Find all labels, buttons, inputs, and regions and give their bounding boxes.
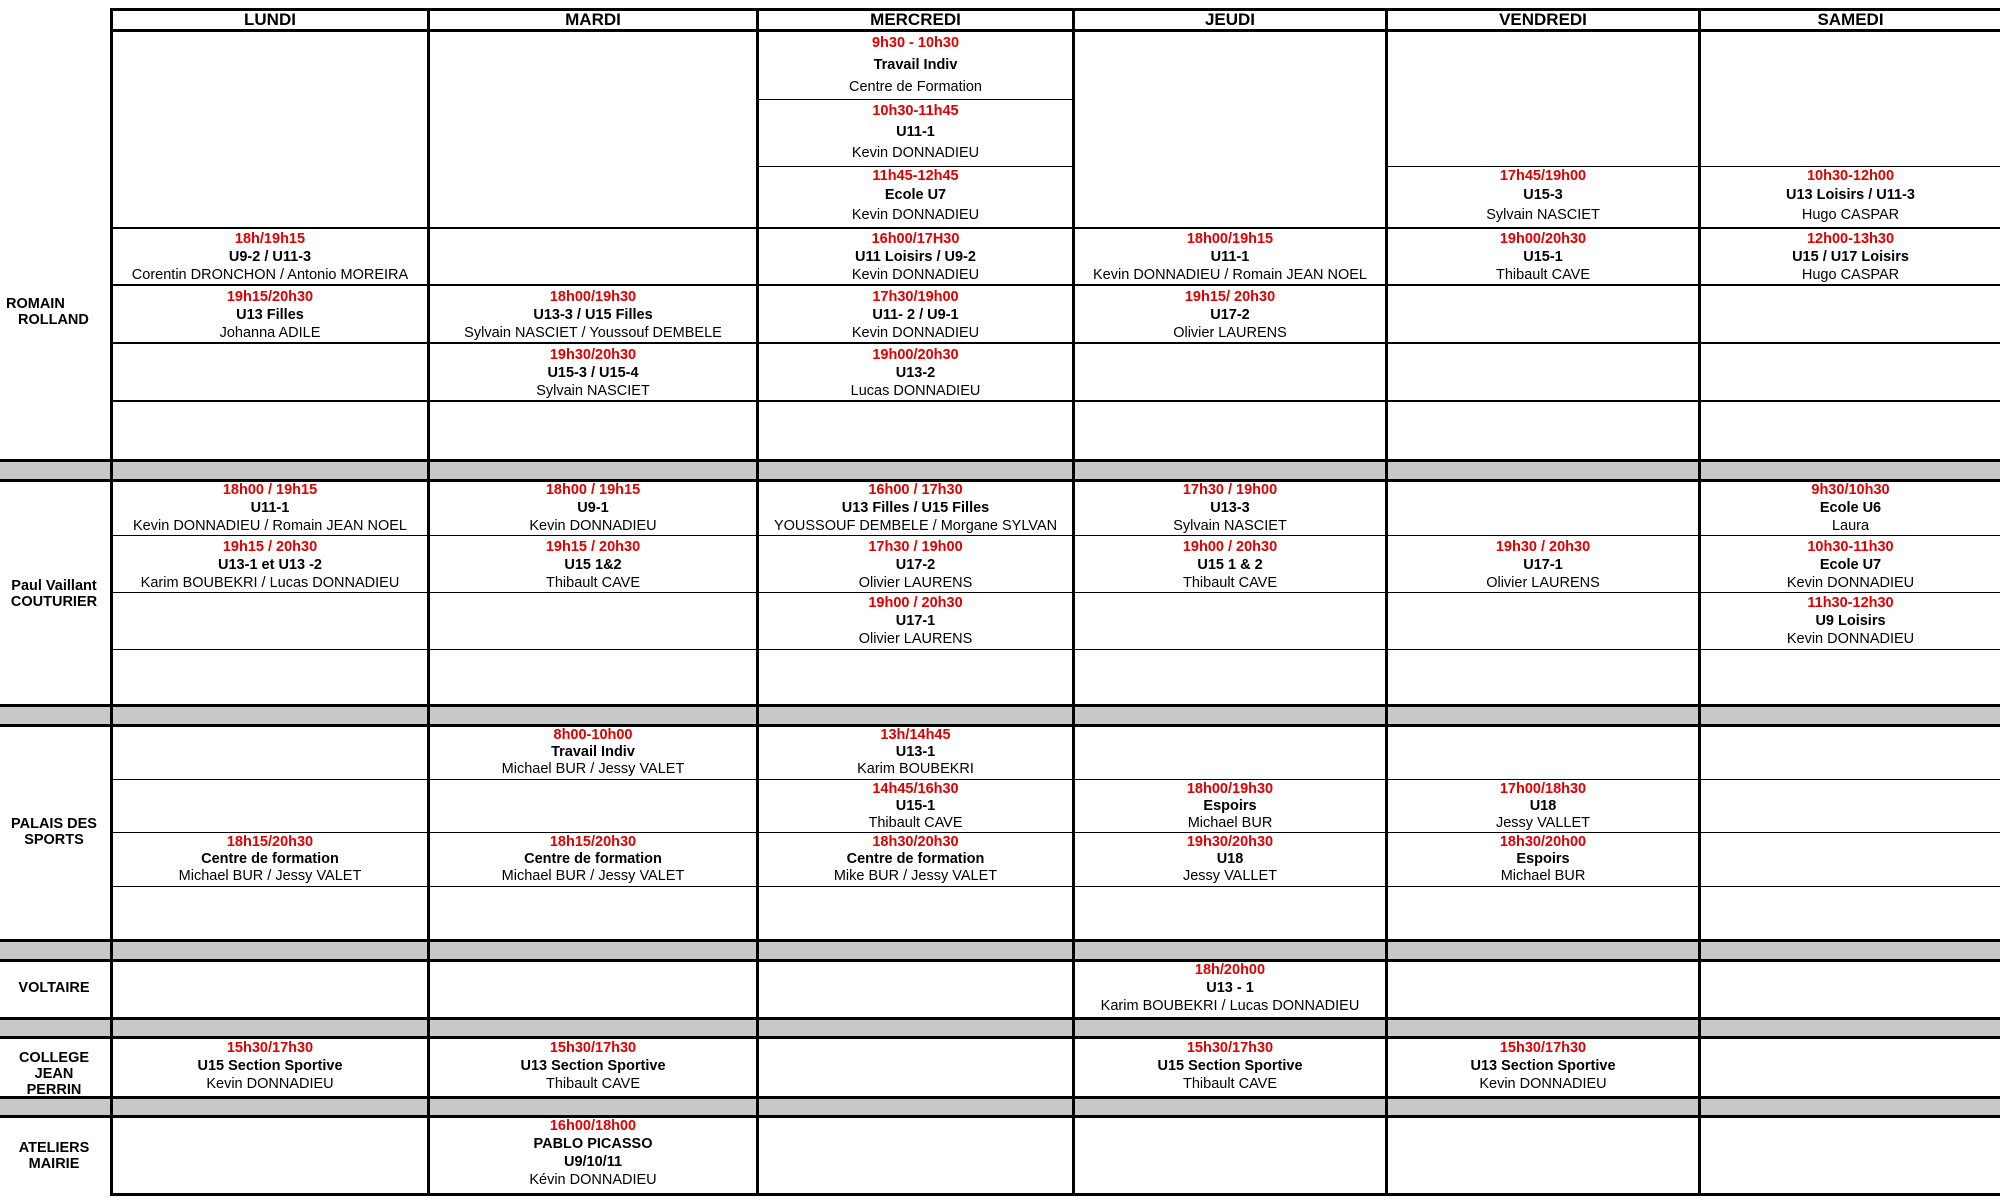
slot-coach: Karim BOUBEKRI [857, 761, 974, 777]
slot-coach: Kevin DONNADIEU / Romain JEAN NOEL [133, 518, 407, 534]
grid-line [110, 284, 2000, 286]
schedule-slot [759, 539, 1072, 592]
slot-time: 19h30/20h30 [549, 347, 637, 363]
slot-coach: Kevin DONNADIEU [1786, 575, 1915, 591]
schedule-slot [430, 289, 756, 342]
venue-voltaire: VOLTAIRE [18, 980, 90, 996]
slot-coach: Michael BUR [1187, 815, 1273, 831]
slot-group: U15-3 [1523, 187, 1563, 203]
slot-group: U13-1 et U13 -2 [218, 557, 322, 573]
slot-time: 17h30 / 19h00 [868, 539, 963, 555]
schedule-slot [430, 539, 756, 592]
slot-coach: Hugo CASPAR [1801, 207, 1900, 223]
slot-time: 18h00/19h30 [549, 289, 637, 305]
grid-line [1386, 166, 2000, 167]
schedule-slot [430, 482, 756, 535]
slot-time: 8h00-10h00 [553, 727, 633, 743]
schedule-slot [759, 103, 1072, 162]
slot-group: U11-1 [896, 124, 935, 140]
schedule-slot [1701, 168, 2000, 224]
slot-time: 15h30/17h30 [1499, 1040, 1587, 1056]
grid-line [110, 1193, 2000, 1196]
slot-coach: Kévin DONNADIEU [529, 1172, 657, 1188]
slot-time: 15h30/17h30 [549, 1040, 637, 1056]
day-header-mardi: MARDI [565, 10, 621, 29]
slot-group: U15-1 [1523, 249, 1563, 265]
slot-coach: Kevin DONNADIEU [851, 325, 980, 341]
slot-time: 18h00 / 19h15 [222, 482, 318, 498]
slot-coach: Thibault CAVE [545, 1076, 641, 1092]
schedule-slot [759, 231, 1072, 284]
slot-time: 9h30 - 10h30 [871, 35, 960, 51]
slot-time: 18h/20h00 [1194, 962, 1266, 978]
grid-line [110, 886, 2000, 887]
venue-label: ROLLAND [18, 312, 89, 328]
venue-label: SPORTS [24, 832, 84, 848]
schedule-slot [1388, 231, 1698, 284]
schedule-slot [113, 539, 427, 592]
slot-time: 12h00-13h30 [1806, 231, 1895, 247]
slot-coach: Thibault CAVE [868, 815, 963, 831]
schedule-slot [430, 347, 756, 400]
schedule-slot [1388, 781, 1698, 832]
schedule-slot [430, 834, 756, 885]
slot-time: 19h15/20h30 [226, 289, 314, 305]
slot-coach: Thibault CAVE [545, 575, 641, 591]
grid-line [757, 99, 1073, 100]
slot-time: 15h30/17h30 [226, 1040, 314, 1056]
venue-label: ROMAIN [6, 296, 65, 312]
schedule-slot [759, 727, 1072, 778]
slot-time: 19h00/20h30 [872, 347, 959, 363]
slot-time: 19h30 / 20h30 [1495, 539, 1591, 555]
slot-group: U13-1 [895, 744, 936, 760]
slot-coach: Olivier LAURENS [858, 631, 973, 647]
slot-coach: Karim BOUBEKRI / Lucas DONNADIEU [140, 575, 400, 591]
slot-time: 16h00/18h00 [549, 1118, 637, 1134]
slot-time: 11h30-12h30 [1807, 595, 1894, 611]
schedule-slot [1075, 482, 1385, 535]
slot-coach: Centre de Formation [849, 79, 982, 95]
slot-time: 18h00/19h15 [1186, 231, 1274, 247]
grid-line [0, 704, 2000, 707]
schedule-slot [1075, 1040, 1385, 1093]
schedule-slot [1701, 231, 2000, 284]
slot-time: 16h00/17H30 [871, 231, 960, 247]
venue-label: COUTURIER [10, 594, 98, 610]
slot-coach: Sylvain NASCIET [1173, 518, 1287, 534]
schedule-slot [759, 834, 1072, 885]
slot-group: Centre de formation [201, 851, 339, 867]
slot-coach: Sylvain NASCIET / Youssouf DEMBELE [464, 325, 722, 341]
slot-group: U13 Section Sportive [1470, 1058, 1616, 1074]
grid-line [0, 1017, 2000, 1020]
slot-coach: Thibault CAVE [1182, 575, 1278, 591]
slot-time: 18h30/20h00 [1499, 834, 1587, 850]
slot-group: Espoirs [1516, 851, 1570, 867]
slot-time: 19h15/ 20h30 [1184, 289, 1276, 305]
schedule-slot [1388, 1040, 1698, 1093]
slot-coach: Jessy VALLET [1182, 868, 1278, 884]
slot-time: 10h30-11h30 [1807, 539, 1894, 555]
schedule-slot [113, 834, 427, 885]
slot-group: Travail Indiv [873, 57, 958, 73]
grid-line [0, 459, 2000, 462]
grid-line [757, 166, 1073, 167]
venue-label: MAIRIE [28, 1156, 80, 1172]
slot-group: Centre de formation [524, 851, 662, 867]
slot-coach: Lucas DONNADIEU [850, 383, 981, 399]
slot-coach: Karim BOUBEKRI / Lucas DONNADIEU [1100, 998, 1360, 1014]
schedule-slot [759, 347, 1072, 400]
slot-time: 19h00/20h30 [1499, 231, 1587, 247]
slot-time: 17h45/19h00 [1499, 168, 1587, 184]
slot-coach: Kevin DONNADIEU [1479, 1076, 1607, 1092]
slot-coach: Johanna ADILE [219, 325, 321, 341]
slot-group: U11 Loisirs / U9-2 [855, 249, 976, 265]
venue-label: PERRIN [26, 1082, 82, 1098]
schedule-slot [1701, 482, 2000, 535]
slot-group: Travail Indiv [551, 744, 635, 760]
grid-line [110, 535, 2000, 536]
slot-coach: Olivier LAURENS [858, 575, 973, 591]
slot-time: 16h00 / 17h30 [868, 482, 963, 498]
venue-paul-vaillant [0, 578, 108, 610]
slot-group: U13 Filles / U15 Filles [841, 500, 990, 516]
slot-coach: Michael BUR / Jessy VALET [178, 868, 362, 884]
grid-line [110, 779, 2000, 780]
slot-coach: Michael BUR / Jessy VALET [501, 761, 685, 777]
slot-time: 17h30/19h00 [872, 289, 959, 305]
slot-coach: Jessy VALLET [1495, 815, 1591, 831]
slot-group: U11- 2 / U9-1 [872, 307, 959, 323]
schedule-slot [759, 482, 1072, 535]
schedule-slot [113, 231, 427, 284]
schedule-slot [1075, 962, 1385, 1015]
schedule-slot [1075, 834, 1385, 885]
venue-label: Paul Vaillant [11, 578, 97, 594]
slot-group: U15 / U17 Loisirs [1792, 249, 1909, 265]
slot-time: 19h00 / 20h30 [868, 595, 963, 611]
slot-time: 15h30/17h30 [1186, 1040, 1274, 1056]
slot-group: PABLO PICASSO [533, 1136, 653, 1152]
grid-line [0, 1115, 2000, 1118]
slot-group: U13-3 / U15 Filles [533, 307, 653, 323]
slot-group: U15 1&2 [564, 557, 622, 573]
venue-romain-rolland [0, 296, 108, 328]
grid-line [110, 832, 2000, 833]
schedule-slot [759, 781, 1072, 832]
slot-group: U15-1 [895, 798, 936, 814]
slot-coach: Sylvain NASCIET [1486, 207, 1600, 223]
schedule-slot [1075, 231, 1385, 284]
venue-palais-des-sports [0, 816, 108, 848]
schedule-slot [1075, 289, 1385, 342]
slot-coach: Michael BUR / Jessy VALET [501, 868, 685, 884]
slot-group: U13 Loisirs / U11-3 [1786, 187, 1915, 203]
schedule-slot [113, 289, 427, 342]
slot-group: U18 [1529, 798, 1557, 814]
slot-coach: Olivier LAURENS [1173, 325, 1287, 341]
slot-group: U9-2 / U11-3 [228, 249, 312, 265]
slot-coach: Thibault CAVE [1495, 267, 1591, 283]
slot-group: U17-2 [895, 557, 936, 573]
schedule-slot [1701, 595, 2000, 648]
slot-group-detail: U9/10/11 [563, 1154, 623, 1170]
grid-line [110, 342, 2000, 344]
schedule-slot [430, 1118, 756, 1189]
slot-group: U13-2 [895, 365, 936, 381]
grid-line [0, 1096, 2000, 1099]
slot-time: 18h00/19h30 [1186, 781, 1274, 797]
slot-time: 18h15/20h30 [549, 834, 637, 850]
schedule-slot [430, 1040, 756, 1093]
venue-ateliers-mairie [0, 1140, 108, 1172]
slot-coach: Michael BUR [1500, 868, 1586, 884]
slot-group: U11-1 [1210, 249, 1250, 265]
slot-group: Centre de formation [846, 851, 985, 867]
slot-group: U18 [1216, 851, 1244, 867]
slot-group: U15 Section Sportive [1157, 1058, 1303, 1074]
schedule-slot [759, 168, 1072, 224]
slot-time: 19h00 / 20h30 [1182, 539, 1278, 555]
day-header-vendredi: VENDREDI [1499, 10, 1587, 29]
schedule-slot [1388, 539, 1698, 592]
grid-line [0, 1036, 2000, 1039]
grid-line [110, 649, 2000, 650]
slot-time: 17h30 / 19h00 [1182, 482, 1278, 498]
grid-line [110, 400, 2000, 402]
slot-group: Espoirs [1203, 798, 1257, 814]
schedule-slot [1701, 539, 2000, 592]
slot-coach: Hugo CASPAR [1801, 267, 1900, 283]
grid-line [0, 959, 2000, 962]
venue-label: ATELIERS [18, 1140, 90, 1156]
slot-group: U13-3 [1210, 500, 1250, 516]
slot-coach: Laura [1831, 518, 1870, 534]
day-header-jeudi: JEUDI [1204, 10, 1256, 29]
slot-group: U17-1 [895, 613, 936, 629]
slot-coach: Kevin DONNADIEU / Romain JEAN NOEL [1093, 267, 1367, 283]
day-header-samedi: SAMEDI [1817, 10, 1884, 29]
slot-group: U15-3 / U15-4 [547, 365, 639, 381]
slot-time: 18h15/20h30 [226, 834, 314, 850]
slot-time: 19h30/20h30 [1186, 834, 1274, 850]
slot-time: 9h30/10h30 [1811, 482, 1890, 498]
slot-time: 11h45-12h45 [872, 168, 959, 184]
slot-coach: Kevin DONNADIEU [851, 207, 980, 223]
slot-time: 17h00/18h30 [1499, 781, 1587, 797]
slot-coach: Kevin DONNADIEU [851, 267, 980, 283]
venue-label: PALAIS DES [11, 816, 97, 832]
grid-line [110, 592, 2000, 593]
slot-group: U9-1 [577, 500, 609, 516]
schedule-slot [759, 289, 1072, 342]
slot-time: 18h30/20h30 [872, 834, 959, 850]
schedule-slot [1075, 539, 1385, 592]
slot-group: U17-1 [1523, 557, 1563, 573]
slot-coach: Thibault CAVE [1182, 1076, 1278, 1092]
slot-coach: Kevin DONNADIEU [529, 518, 657, 534]
slot-time: 10h30-12h00 [1806, 168, 1895, 184]
slot-group: U9 Loisirs [1815, 613, 1886, 629]
schedule-slot [113, 482, 427, 535]
schedule-slot [1388, 834, 1698, 885]
slot-coach: Kevin DONNADIEU [851, 145, 980, 161]
venue-college-jean-perrin [0, 1050, 108, 1098]
slot-coach: Kevin DONNADIEU [1786, 631, 1915, 647]
slot-time: 18h00 / 19h15 [545, 482, 641, 498]
slot-coach: YOUSSOUF DEMBELE / Morgane SYLVAN [773, 518, 1058, 534]
slot-group: Ecole U7 [884, 187, 947, 203]
schedule-slot [759, 595, 1072, 648]
slot-group: U13 Filles [236, 307, 304, 323]
slot-coach: Olivier LAURENS [1486, 575, 1600, 591]
schedule-slot [759, 35, 1072, 96]
slot-group: U11-1 [250, 500, 290, 516]
slot-group: U17-2 [1210, 307, 1250, 323]
grid-line [0, 939, 2000, 942]
day-header-lundi: LUNDI [244, 10, 296, 29]
slot-group: U13 Section Sportive [520, 1058, 666, 1074]
day-header-mercredi: MERCREDI [870, 10, 961, 29]
schedule-slot [1075, 781, 1385, 832]
slot-group: Ecole U7 [1819, 557, 1882, 573]
slot-time: 14h45/16h30 [872, 781, 959, 797]
schedule-slot [430, 727, 756, 778]
slot-group: U15 1 & 2 [1197, 557, 1263, 573]
slot-group: U15 Section Sportive [197, 1058, 343, 1074]
slot-group: U13 - 1 [1206, 980, 1254, 996]
slot-time: 19h15 / 20h30 [545, 539, 641, 555]
slot-coach: Sylvain NASCIET [536, 383, 650, 399]
grid-line [110, 227, 2000, 229]
slot-time: 13h/14h45 [880, 727, 951, 743]
slot-time: 19h15 / 20h30 [222, 539, 318, 555]
slot-group: Ecole U6 [1819, 500, 1882, 516]
slot-coach: Mike BUR / Jessy VALET [833, 868, 998, 884]
slot-coach: Kevin DONNADIEU [206, 1076, 334, 1092]
schedule-slot [113, 1040, 427, 1093]
slot-coach: Corentin DRONCHON / Antonio MOREIRA [131, 267, 409, 283]
slot-time: 10h30-11h45 [872, 103, 959, 119]
slot-time: 18h/19h15 [234, 231, 306, 247]
venue-label: COLLEGE JEAN [18, 1050, 90, 1082]
schedule-slot [1388, 168, 1698, 224]
